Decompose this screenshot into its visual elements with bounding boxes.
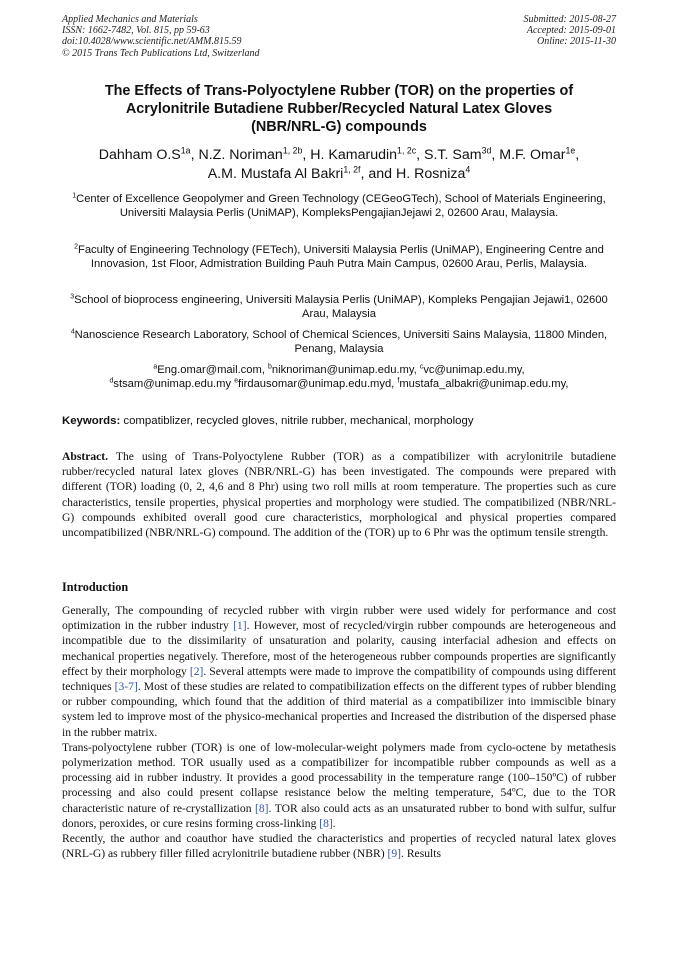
affiliation-text: School of bioprocess engineering, Universiti Malaysia Perlis (UniMAP), Kompleks Pengajian Jejawi1, 02600 Arau, Malaysia: [74, 294, 608, 321]
email-sup: d: [109, 377, 114, 385]
publication-dates: [524, 14, 617, 48]
email-line: [62, 363, 616, 377]
abstract-text: The using of Trans-Polyoctylene Rubber (TOR) as a compatibilizer with acrylonitrile butadiene rubber/recycled natural latex gloves (NBR/NRL-G) has been investigated. The compounds were prepared with different (TOR) loading (0, 2, 4,6 and 8 Phr) using two roll mills at room temperature. The properties such as cure characteristics, tensile properties, physical properties and morphology were studied. The compatibilized (NBR/NRL-G) compounds exhibited overall good cure characteristics, morphological and physical properties compared uncompatibilized (NBR/NRL-G) compound. The addition of the (TOR) up to 6 Phr was the optimum tensile strength.: [62, 450, 616, 540]
citation-link[interactable]: [1]: [233, 619, 247, 633]
paragraph: [62, 831, 616, 861]
affiliation-text: Center of Excellence Geopolymer and Green Technology (CEGeoGTech), School of Materials Engineering, Universiti Malaysia Perlis (UniMAP), KompleksPengajianJejawi 2, 02600 Arau, Malaysia.: [76, 193, 606, 220]
email-link[interactable]: niknoriman@unimap.edu.my,: [271, 364, 420, 376]
author-sup: 3d: [481, 145, 492, 156]
author-line: [62, 146, 616, 165]
author-name: H. Rosniza: [395, 166, 466, 182]
author-sup: 4: [465, 164, 471, 175]
author-name: S.T. Sam: [424, 147, 482, 163]
email-sup: e: [234, 377, 239, 385]
author-name: N.Z. Noriman: [198, 147, 283, 163]
email-sup: b: [268, 363, 272, 371]
email-link[interactable]: Eng.omar@mail.com,: [157, 364, 269, 376]
submitted-date: Submitted: 2015-08-27: [523, 14, 616, 25]
author-sep: ,: [491, 147, 500, 163]
paragraph-text: .: [332, 816, 336, 830]
citation-link[interactable]: [3-7]: [114, 680, 138, 694]
email-link[interactable]: firdausomar@unimap.edu.myd,: [238, 378, 398, 391]
email-link[interactable]: vc@unimap.edu.my,: [423, 364, 525, 376]
paragraph-text: . Results: [401, 847, 441, 861]
citation-link[interactable]: [8]: [319, 816, 333, 830]
introduction-body: [62, 603, 616, 861]
author-name: A.M. Mustafa Al Bakri: [207, 166, 344, 182]
citation-link[interactable]: [8]: [255, 801, 269, 815]
author-name: H. Kamarudin: [310, 147, 398, 163]
author-list: [62, 146, 616, 184]
section-heading-introduction: Introduction: [62, 580, 129, 594]
paragraph-text: . Most of these studies are related to compatibilization effects on the different types of rubber blending or rubber compounding, which found that the addition of third material as a compatibilizer into immiscible binary system led to improve most of the physico-mechanical properties and Increased the distribution of the dispersed phase in the rubber matrix.: [62, 680, 616, 739]
email-line: [62, 377, 616, 391]
online-date: Online: 2015-11-30: [537, 36, 616, 48]
journal-name: Applied Mechanics and Materials: [62, 14, 198, 25]
affiliation-sup: 1: [72, 192, 77, 200]
author-name: M.F. Omar: [499, 147, 566, 163]
paragraph-text: . Several attempts were made to improve the compatibility of compounds using different techniques: [62, 664, 616, 694]
paper-title: [62, 82, 616, 136]
affiliation-2: [62, 243, 616, 271]
affiliation-text: Nanoscience Research Laboratory, School of Chemical Sciences, Universiti Sains Malaysia, 11800 Minden, Penang, Malaysia: [74, 329, 608, 356]
author-sep: ,: [575, 147, 580, 163]
email-sup: f: [397, 377, 400, 385]
keywords-label: Keywords:: [62, 415, 121, 427]
author-emails: [62, 363, 616, 391]
affiliation-3: [62, 293, 616, 321]
author-sup: 1, 2c: [397, 145, 417, 156]
email-sup: a: [153, 363, 158, 371]
email-link[interactable]: stsam@unimap.edu.my: [113, 378, 235, 391]
author-line: [62, 165, 616, 184]
title-line: (NBR/NRL-G) compounds: [251, 119, 427, 135]
journal-info: [62, 14, 260, 59]
affiliation-1: [62, 192, 616, 220]
paragraph-text: Generally, The compounding of recycled rubber with virgin rubber were used widely for performance and cost optimization in the rubber industry: [62, 604, 616, 633]
author-name: Dahham O.S: [98, 147, 181, 163]
journal-doi: doi:10.4028/www.scientific.net/AMM.815.59: [62, 36, 242, 48]
abstract: [62, 449, 616, 540]
paragraph: [62, 603, 616, 740]
paragraph-text: Recently, the author and coauthor have studied the characteristics and properties of recycled natural latex gloves (NRL-G) as rubbery filler filled acrylonitrile butadiene rubber (NBR): [62, 832, 616, 861]
citation-link[interactable]: [2]: [189, 664, 204, 678]
author-sep: ,: [302, 147, 311, 163]
accepted-date: Accepted: 2015-09-01: [526, 25, 616, 37]
paragraph-text: . TOR also could acts as an unsaturated rubber to bond with sulfur, sulfur donors, peroxides, or cure resins forming cross-linking: [62, 801, 616, 830]
title-line: Acrylonitrile Butadiene Rubber/Recycled Natural Latex Gloves: [125, 101, 553, 117]
author-sep: , and: [360, 166, 396, 182]
email-sup: c: [419, 363, 424, 371]
abstract-label: Abstract.: [62, 450, 109, 463]
author-sep: ,: [416, 147, 425, 163]
affiliation-4: [62, 328, 616, 356]
paragraph: [62, 740, 616, 831]
affiliation-sup: 4: [70, 328, 75, 336]
keywords: [62, 414, 616, 428]
author-sup: 1a: [180, 145, 191, 156]
author-sup: 1, 2b: [282, 145, 303, 156]
journal-copyright: © 2015 Trans Tech Publications Ltd, Switzerland: [62, 47, 260, 59]
affiliation-text: Faculty of Engineering Technology (FETech), Universiti Malaysia Perlis (UniMAP), Engineering Centre and Innovasion, 1st Floor, Admistration Building Pauh Putra Main Campus, 02600 Arau, Perlis, Malaysia.: [78, 244, 604, 271]
journal-issn: ISSN: 1662-7482, Vol. 815, pp 59-63: [62, 25, 210, 37]
keywords-text: compatiblizer, recycled gloves, nitrile rubber, mechanical, morphology: [120, 415, 474, 427]
paragraph-text: . However, most of recycled/virgin rubber compounds are heterogeneous and incompatible due to the dissimilarity of unsaturation and polarity, causing interfacial adhesion and effects on mechanical properties negatively. Therefore, most of the heterogeneous rubber compounds properties are significantly effect by their morphology: [62, 619, 616, 678]
author-sup: 1e: [565, 145, 576, 156]
title-line: The Effects of Trans-Polyoctylene Rubber (TOR) on the properties of: [104, 83, 574, 99]
author-sep: ,: [190, 147, 199, 163]
affiliation-sup: 2: [74, 243, 78, 251]
paragraph-text: Trans-polyoctylene rubber (TOR) is one of low-molecular-weight polymers made from cyclo-octene by metathesis polymerization method. TOR usually used as a compatibilizer for incompatible rubber compounds as well as a processing aid in rubber industry. It provides a good processability in the temperature range (100–150ºC) of rubber processing and also could present collapse resistance below the melting temperature, 54ºC, due to the TOR characteristic nature of re-crystallization: [62, 740, 616, 815]
affiliation-sup: 3: [70, 293, 75, 301]
email-link[interactable]: mustafa_albakri@unimap.edu.my,: [399, 378, 569, 391]
citation-link[interactable]: [9]: [387, 847, 402, 861]
author-sup: 1, 2f: [343, 164, 361, 175]
